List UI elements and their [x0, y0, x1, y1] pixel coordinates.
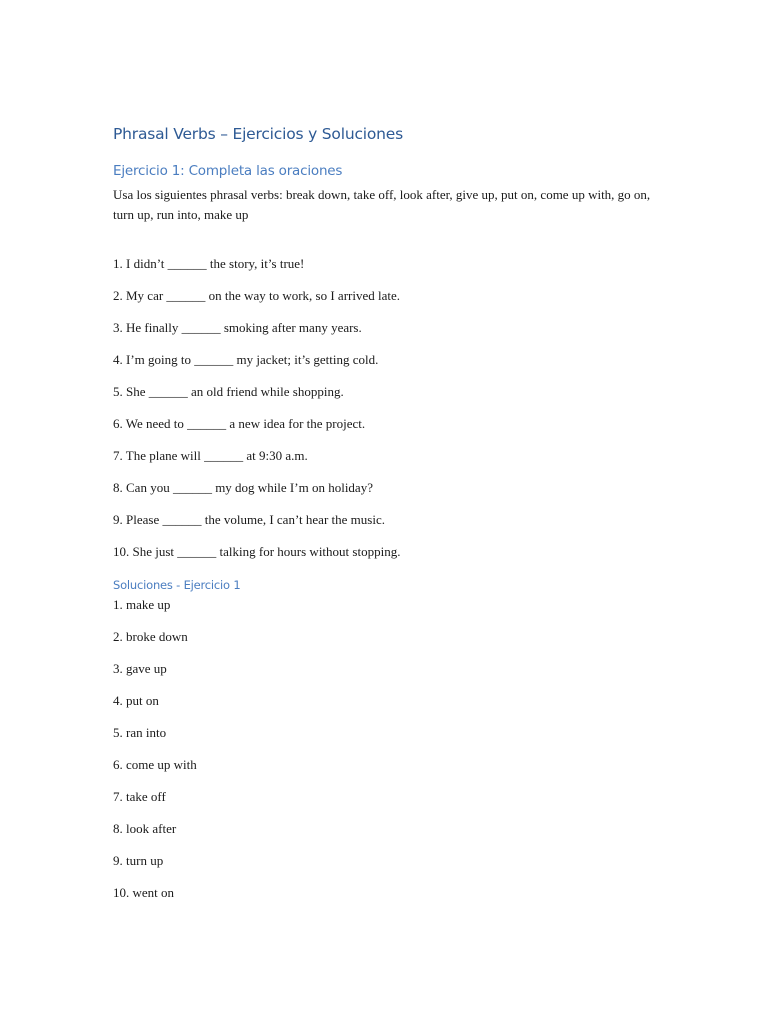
question-9: 9. Please ______ the volume, I can’t hear the music. — [113, 512, 385, 527]
solution-2: 2. broke down — [113, 629, 188, 644]
question-4: 4. I’m going to ______ my jacket; it’s getting cold. — [113, 352, 379, 367]
solution-8: 8. look after — [113, 821, 177, 836]
question-10: 10. She just ______ talking for hours without stopping. — [113, 544, 401, 559]
document-title: Phrasal Verbs – Ejercicios y Soluciones — [113, 125, 403, 143]
question-6: 6. We need to ______ a new idea for the project. — [113, 416, 366, 431]
question-5: 5. She ______ an old friend while shopping. — [113, 384, 344, 399]
question-8: 8. Can you ______ my dog while I’m on holiday? — [113, 480, 373, 495]
solutions-heading: Soluciones - Ejercicio 1 — [113, 578, 241, 592]
solution-7: 7. take off — [113, 789, 166, 804]
question-1: 1. I didn’t ______ the story, it’s true! — [113, 256, 305, 271]
question-3: 3. He finally ______ smoking after many years. — [113, 320, 362, 335]
question-7: 7. The plane will ______ at 9:30 a.m. — [113, 448, 308, 463]
exercise-heading: Ejercicio 1: Completa las oraciones — [113, 163, 343, 179]
question-2: 2. My car ______ on the way to work, so I arrived late. — [113, 288, 401, 303]
solution-3: 3. gave up — [113, 661, 167, 676]
solution-6: 6. come up with — [113, 757, 197, 772]
solution-10: 10. went on — [113, 885, 175, 900]
solution-1: 1. make up — [113, 597, 171, 612]
solution-4: 4. put on — [113, 693, 159, 708]
exercise-instructions: Usa los siguientes phrasal verbs: break down, take off, look after, give up, put on, come up with, go on, turn up, run into, make up — [113, 187, 651, 222]
solution-9: 9. turn up — [113, 853, 164, 868]
solution-5: 5. ran into — [113, 725, 167, 740]
